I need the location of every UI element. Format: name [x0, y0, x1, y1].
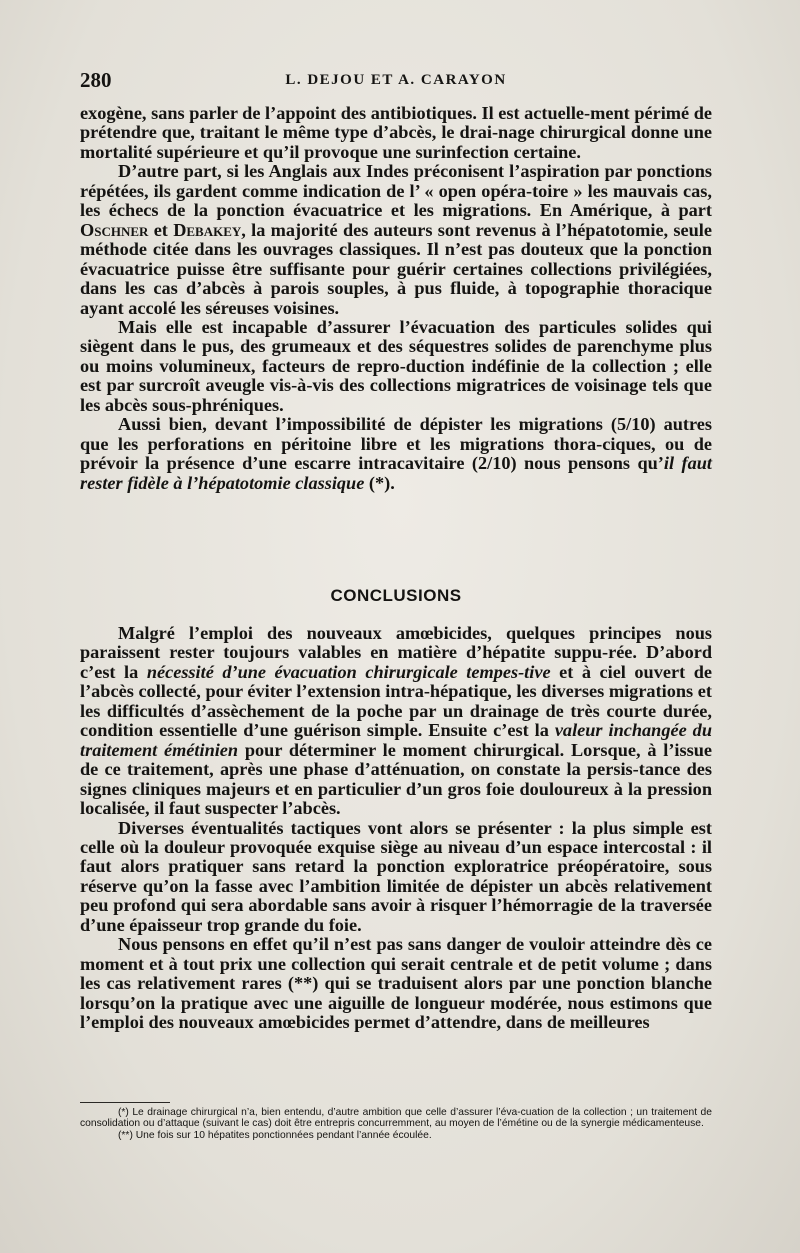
footnote-separator: [80, 1102, 170, 1103]
paragraph: [80, 415, 712, 493]
paragraph-text: (*).: [364, 472, 395, 493]
footnote: (*) Le drainage chirurgical n’a, bien entendu, d’autre ambition que celle d’assurer l’éva-cuation de la collection ; un traitement de consolidation ou d’attaque (suivant le cas) doit être entrepris concurremment, au moyen de l’émétine ou de la synergie médicamenteuse.: [80, 1107, 712, 1130]
body-text-top: [80, 104, 712, 493]
section-heading-conclusions: CONCLUSIONS: [330, 586, 462, 605]
paragraph: [80, 935, 712, 1032]
emphasis-text: nécessité d’une évacuation chirurgicale tempes-tive: [146, 661, 551, 682]
paragraph-text: Malgré l’emploi des nouveaux amœbicides, quelques principes nous paraissent rester toujours valables en matière d’hépatite suppu-rée. D’abord c’est la: [80, 623, 712, 682]
paragraph-text: exogène, sans parler de l’appoint des antibiotiques. Il est actuelle-ment périmé de prétendre que, traitant le même type d’abcès, le drai-nage chirurgical donne une mortalité supérieure et qu’il provoque une surinfection certaine.: [80, 103, 712, 162]
paragraph-text: Diverses éventualités tactiques vont alors se présenter : la plus simple est celle où la douleur provoquée exquise siège au niveau d’un espace intercostal : il faut alors pratiquer sans retard la ponction exploratrice préopératoire, sous réserve qu’on la fasse avec l’ambition limitée de dépister un abcès relativement peu profond qui sera abordable sans avoir à risquer l’hémorragie de la traversée d’une épaisseur trop grande du foie.: [80, 817, 712, 935]
paragraph: [80, 162, 712, 318]
paragraph: [80, 819, 712, 936]
paragraph: [80, 624, 712, 819]
emphasis-text: il faut rester fidèle à l’hépatotomie classique: [80, 453, 712, 493]
author-name-oschner: Oschner: [80, 219, 149, 240]
author-name-debakey: Debakey: [173, 219, 242, 240]
paragraph-text: pour déterminer le moment chirurgical. Lorsque, à l’issue de ce traitement, après une phase d’atténuation, on constate la persis-tance des signes cliniques majeurs et en particulier d’un gros foie douloureux à la pression localisée, il faut suspecter l’abcès.: [80, 739, 712, 819]
paragraph-text: Nous pensons en effet qu’il n’est pas sans danger de vouloir atteindre dès ce moment et à tout prix une collection qui serait centrale et de petit volume ; dans les cas relativement rares (**) qui se traduisent alors par une ponction blanche lorsqu’on la pratique avec une aiguille de longueur modérée, nous estimons que l’emploi des nouveaux amœbicides permet d’attendre, dans de meilleures: [80, 934, 712, 1033]
paragraph-text: Aussi bien, devant l’impossibilité de dépister les migrations (5/10) autres que les perforations en péritoine libre et les migrations thora-ciques, ou de prévoir la présence d’une escarre intracavitaire (2/10) nous pensons qu’: [80, 414, 712, 474]
paragraph-text: , la majorité des auteurs sont revenus à l’hépatotomie, seule méthode citée dans les ouvrages classiques. Il n’est pas douteux que la ponction évacuatrice puisse être suffisante pour guérir certaines collections privilégiées, dans les cas d’abcès à parois souples, à pus fluide, à topographie thoracique ayant accolé les séreuses voisines.: [80, 219, 713, 318]
body-text-conclusions: [80, 624, 712, 1033]
paragraph-text: D’autre part, si les Anglais aux Indes préconisent l’aspiration par ponctions répétées, ils gardent comme indication de l’ « open opéra-toire » les mauvais cas, les échecs de la ponction évacuatrice et les migrations. En Amérique, à part: [80, 161, 712, 221]
running-head: [80, 68, 712, 96]
paragraph: [80, 104, 712, 162]
page-number: 280: [80, 68, 112, 92]
paragraph-text: et à ciel ouvert de l’abcès collecté, pour éviter l’extension intra-hépatique, les diverses migrations et les difficultés d’assèchement de la poche par un drainage de très courte durée, condition essentielle d’une guérison simple. Ensuite c’est la: [80, 661, 712, 741]
paragraph-text: Mais elle est incapable d’assurer l’évacuation des particules solides qui siègent dans le pus, des grumeaux et des séquestres solides de parenchyme plus ou moins volumineux, facteurs de repro-duction indéfinie de la collection ; elle est par surcroît aveugle vis-à-vis des collections migratrices de voisinage tels que les abcès sous-phréniques.: [80, 316, 712, 415]
running-head-authors: L. DEJOU ET A. CARAYON: [285, 72, 507, 88]
paragraph-text: et: [148, 219, 174, 240]
paragraph: [80, 318, 712, 415]
emphasis-text: valeur inchangée du traitement émétinien: [80, 720, 712, 760]
footnote: (**) Une fois sur 10 hépatites ponctionnées pendant l’année écoulée.: [118, 1129, 432, 1141]
footnotes: [80, 1107, 712, 1141]
